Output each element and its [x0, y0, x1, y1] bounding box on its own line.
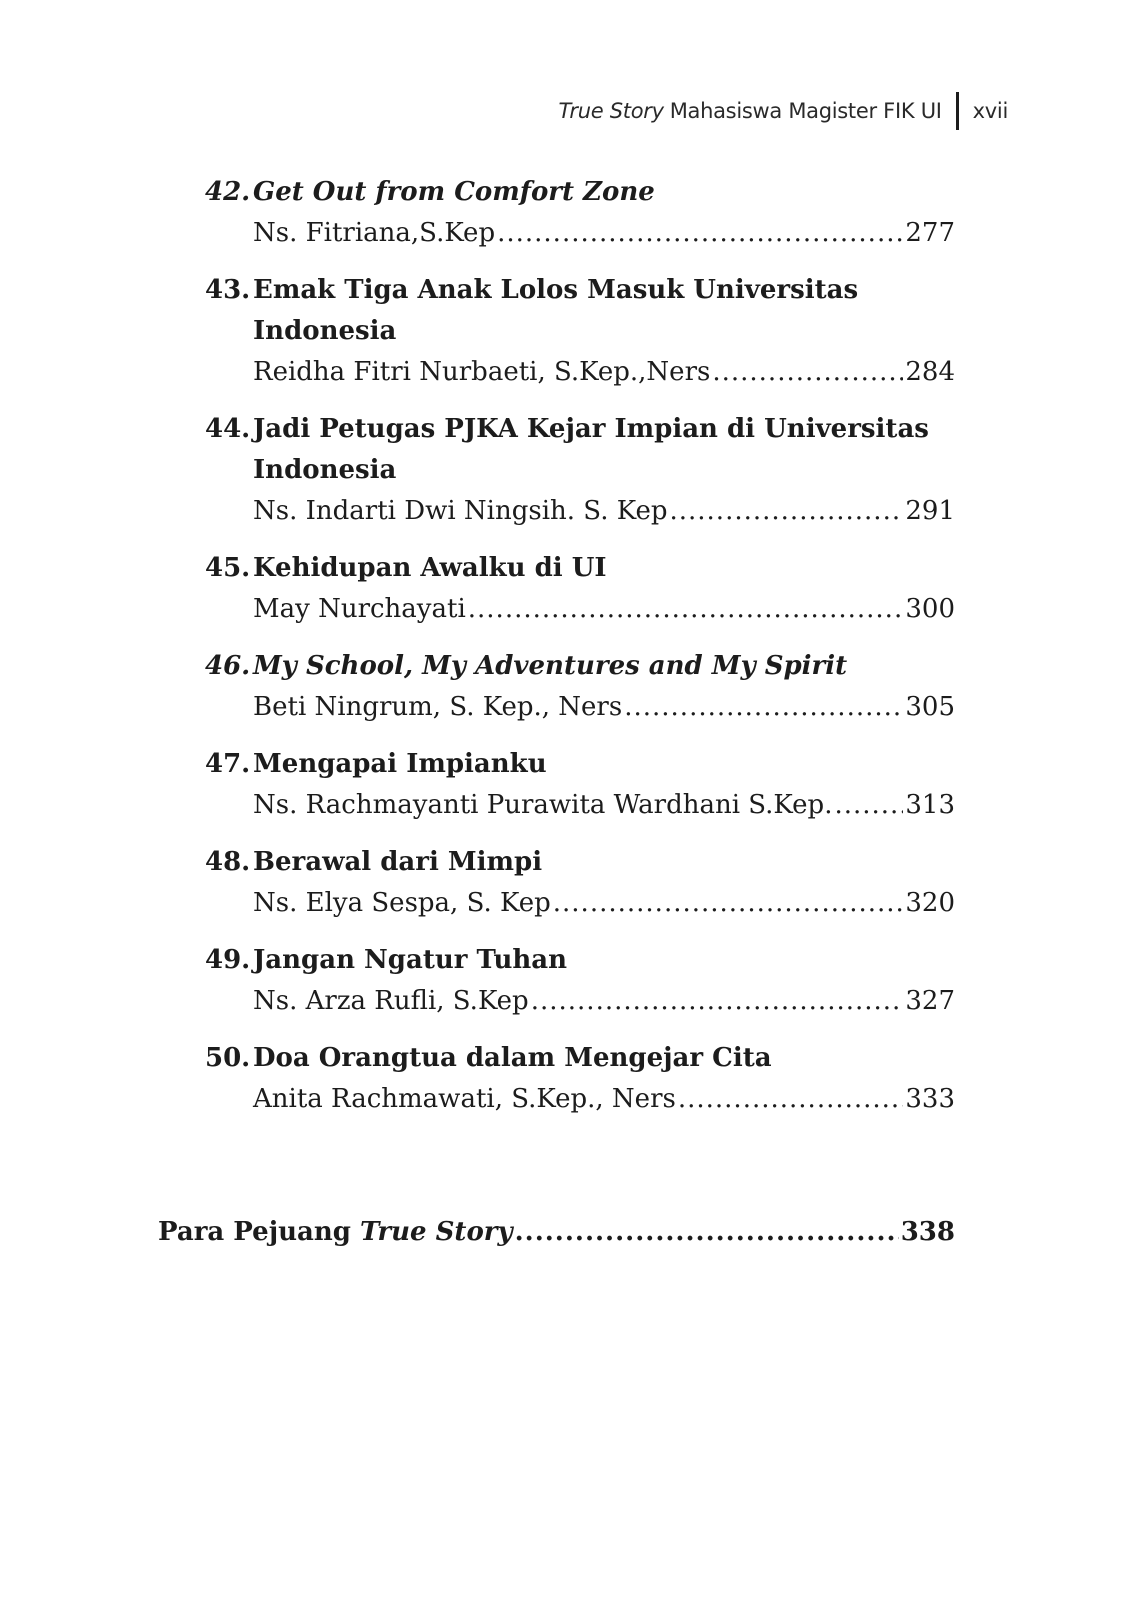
entry-page: 277	[905, 218, 955, 248]
entry-number: 43.	[205, 275, 251, 305]
entry-author: Reidha Fitri Nurbaeti, S.Kep.,Ners	[253, 357, 711, 387]
table-of-contents	[205, 172, 955, 1136]
entry-number: 48.	[205, 847, 251, 877]
entry-number: 46.	[205, 651, 251, 681]
entry-number: 42.	[205, 177, 251, 207]
toc-entry-48	[205, 842, 955, 924]
entry-page: 313	[905, 790, 955, 820]
header-divider	[956, 92, 959, 130]
entry-title: Jangan Ngatur Tuhan	[253, 945, 568, 975]
toc-entry-47	[205, 744, 955, 826]
entry-author: Ns. Indarti Dwi Ningsih. S. Kep	[253, 496, 668, 526]
entry-number: 44.	[205, 414, 251, 444]
entry-page: 300	[905, 594, 955, 624]
entry-author: May Nurchayati	[253, 594, 466, 624]
header-title: Mahasiswa Magister FIK UI	[669, 99, 942, 123]
closing-page: 338	[900, 1217, 955, 1247]
entry-number: 50.	[205, 1043, 251, 1073]
toc-closing-entry	[158, 1212, 955, 1253]
toc-entry-49	[205, 940, 955, 1022]
entry-title: Jadi Petugas PJKA Kejar Impian di Universitas Indonesia	[253, 414, 929, 485]
entry-number: 49.	[205, 945, 251, 975]
entry-number: 47.	[205, 749, 251, 779]
entry-title: Doa Orangtua dalam Mengejar Cita	[253, 1043, 772, 1073]
entry-author: Anita Rachmawati, S.Kep., Ners	[253, 1084, 676, 1114]
entry-page: 305	[905, 692, 955, 722]
entry-title: Emak Tiga Anak Lolos Masuk Universitas Indonesia	[253, 275, 859, 346]
entry-title: My School, My Adventures and My Spirit	[253, 651, 848, 681]
dot-leader	[678, 1079, 904, 1120]
page-number: xvii	[972, 99, 1008, 123]
toc-entry-42	[205, 172, 955, 254]
toc-entry-44	[205, 409, 955, 532]
toc-entry-50	[205, 1038, 955, 1120]
dot-leader	[515, 1212, 899, 1253]
toc-entry-45	[205, 548, 955, 630]
running-header	[559, 92, 1009, 130]
toc-entry-43	[205, 270, 955, 393]
entry-page: 327	[905, 986, 955, 1016]
entry-title: Berawal dari Mimpi	[253, 847, 543, 877]
dot-leader	[553, 883, 904, 924]
entry-page: 320	[905, 888, 955, 918]
entry-author: Ns. Elya Sespa, S. Kep	[253, 888, 551, 918]
header-italic: True Story	[558, 99, 664, 123]
entry-author: Beti Ningrum, S. Kep., Ners	[253, 692, 623, 722]
dot-leader	[712, 352, 903, 393]
dot-leader	[624, 687, 903, 728]
dot-leader	[834, 785, 903, 826]
toc-entry-46	[205, 646, 955, 728]
entry-author: Ns. Fitriana,S.Kep	[253, 218, 496, 248]
entry-page: 284	[905, 357, 955, 387]
entry-title: Kehidupan Awalku di UI	[253, 553, 607, 583]
dot-leader	[531, 981, 904, 1022]
entry-author: Ns. Arza Rufli, S.Kep	[253, 986, 529, 1016]
closing-label: Para Pejuang True Story	[158, 1217, 513, 1247]
entry-number: 45.	[205, 553, 251, 583]
entry-page: 333	[905, 1084, 955, 1114]
dot-leader	[468, 589, 904, 630]
entry-author: Ns. Rachmayanti Purawita Wardhani S.Kep.	[253, 790, 833, 820]
entry-title: Get Out from Comfort Zone	[253, 177, 655, 207]
entry-title: Mengapai Impianku	[253, 749, 547, 779]
dot-leader	[497, 213, 903, 254]
entry-page: 291	[905, 496, 955, 526]
dot-leader	[669, 491, 903, 532]
